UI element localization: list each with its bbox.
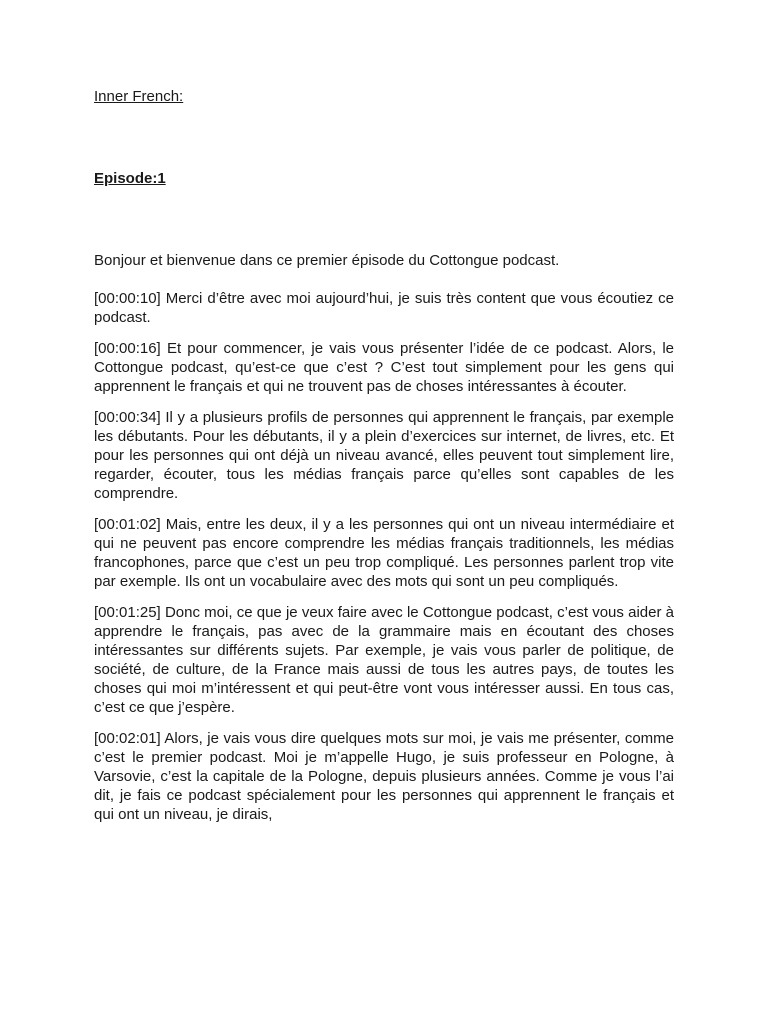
timestamp: [00:00:34] (94, 409, 161, 426)
timestamp: [00:00:10] (94, 290, 161, 307)
paragraph-text: Alors, je vais vous dire quelques mots sur moi, je vais me présenter, comme c’est le premier podcast. Moi je m’appelle Hugo, je suis professeur en Pologne, à Varsovie, c’est la capitale de la Pologne, depuis plusieurs années. Comme je vous l’ai dit, je fais ce podcast spécialement pour les personnes qui apprennent le français et qui ont un niveau, je dirais, (94, 730, 675, 823)
paragraph-text: Donc moi, ce que je veux faire avec le Cottongue podcast, c’est vous aider à apprendre le français, pas avec de la grammaire mais en écoutant des choses intéressantes sur différents sujets. Par exemple, je vais vous parler de politique, de société, de culture, de la France mais aussi de tous les autres pays, de toutes les choses qui moi m’intéressent et qui peut-être vont vous intéresser aussi. En tous cas, c’est ce que j’espère. (94, 604, 674, 716)
transcript-paragraph (94, 289, 674, 327)
transcript-paragraph (94, 339, 674, 396)
transcript-paragraph (94, 408, 674, 503)
paragraph-text: Merci d’être avec moi aujourd’hui, je suis très content que vous écoutiez ce podcast. (94, 290, 674, 326)
timestamp: [00:01:02] (94, 516, 161, 533)
paragraph-text: Mais, entre les deux, il y a les personnes qui ont un niveau intermédiaire et qui ne peuvent pas encore comprendre les médias français traditionnels, les médias francophones, parce que c’est un peu trop compliqué. Les personnes parlent trop vite par exemple. Ils ont un vocabulaire avec des mots qui sont un peu compliqués. (94, 516, 674, 590)
timestamp: [00:00:16] (94, 340, 161, 357)
timestamp: [00:02:01] (94, 730, 161, 747)
paragraph-text: Et pour commencer, je vais vous présenter l’idée de ce podcast. Alors, le Cottongue podcast, qu’est-ce que c’est ? C’est tout simplement pour les gens qui apprennent le français et qui ne trouvent pas de choses intéressantes à écouter. (94, 340, 675, 395)
transcript-paragraph (94, 603, 674, 717)
episode-title: Episode:1 (94, 170, 166, 187)
transcript-paragraph-intro (94, 251, 674, 270)
paragraph-text: Il y a plusieurs profils de personnes qui apprennent le français, par exemple les débutants. Pour les débutants, il y a plein d’exercices sur internet, de livres, etc. Et pour les personnes qui ont déjà un niveau avancé, elles peuvent tout simplement lire, regarder, écouter, tous les médias français parce qu’elles sont capables de les comprendre. (94, 409, 674, 502)
transcript-body (94, 251, 674, 836)
series-title: Inner French: (94, 88, 184, 105)
paragraph-text: Bonjour et bienvenue dans ce premier épisode du Cottongue podcast. (94, 252, 560, 269)
timestamp: [00:01:25] (94, 604, 161, 621)
transcript-paragraph (94, 729, 674, 824)
transcript-paragraph (94, 515, 674, 591)
